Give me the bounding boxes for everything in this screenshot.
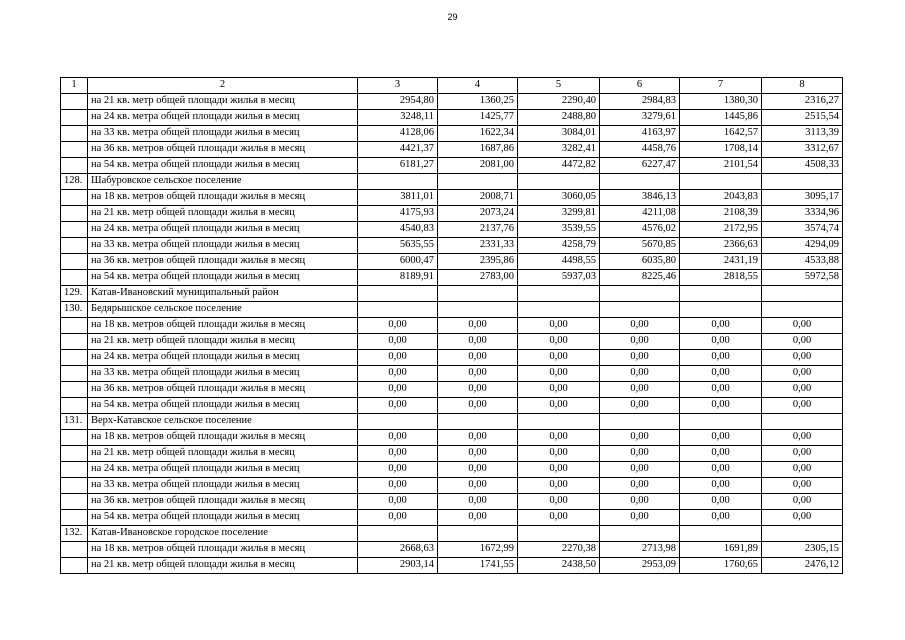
value-cell: 0,00	[518, 446, 600, 462]
row-label: на 24 кв. метра общей площади жилья в месяц	[88, 222, 358, 238]
value-cell: 0,00	[600, 318, 680, 334]
value-cell: 0,00	[358, 366, 438, 382]
row-label: на 24 кв. метра общей площади жилья в месяц	[88, 462, 358, 478]
header-cell: 7	[680, 78, 762, 94]
table-row	[61, 318, 843, 334]
value-cell: 6181,27	[358, 158, 438, 174]
group-number: 132.	[61, 526, 88, 542]
value-cell: 2818,55	[680, 270, 762, 286]
value-cell: 2476,12	[762, 558, 843, 574]
row-label: на 18 кв. метров общей площади жилья в месяц	[88, 430, 358, 446]
table-row	[61, 206, 843, 222]
value-cell: 8225,46	[600, 270, 680, 286]
empty-cell	[600, 302, 680, 318]
value-cell: 0,00	[680, 318, 762, 334]
row-label: на 21 кв. метр общей площади жилья в месяц	[88, 206, 358, 222]
value-cell: 4508,33	[762, 158, 843, 174]
value-cell: 4498,55	[518, 254, 600, 270]
value-cell: 4128,06	[358, 126, 438, 142]
value-cell: 3060,05	[518, 190, 600, 206]
row-number-cell	[61, 318, 88, 334]
value-cell: 0,00	[358, 462, 438, 478]
value-cell: 4576,02	[600, 222, 680, 238]
table-row	[61, 158, 843, 174]
group-number: 128.	[61, 174, 88, 190]
row-label: на 54 кв. метра общей площади жилья в месяц	[88, 270, 358, 286]
value-cell: 0,00	[518, 430, 600, 446]
row-label: на 33 кв. метра общей площади жилья в месяц	[88, 366, 358, 382]
value-cell: 0,00	[762, 510, 843, 526]
row-number-cell	[61, 334, 88, 350]
value-cell: 3811,01	[358, 190, 438, 206]
row-label: на 33 кв. метра общей площади жилья в месяц	[88, 478, 358, 494]
row-label: на 18 кв. метров общей площади жилья в месяц	[88, 542, 358, 558]
value-cell: 0,00	[680, 382, 762, 398]
value-cell: 1708,14	[680, 142, 762, 158]
empty-cell	[762, 286, 843, 302]
table-row	[61, 270, 843, 286]
value-cell: 0,00	[762, 382, 843, 398]
value-cell: 0,00	[762, 462, 843, 478]
value-cell: 0,00	[438, 462, 518, 478]
table-row	[61, 478, 843, 494]
empty-cell	[438, 526, 518, 542]
value-cell: 1380,30	[680, 94, 762, 110]
row-number-cell	[61, 542, 88, 558]
value-cell: 0,00	[518, 398, 600, 414]
value-cell: 0,00	[762, 446, 843, 462]
value-cell: 1741,55	[438, 558, 518, 574]
value-cell: 2395,86	[438, 254, 518, 270]
value-cell: 3084,01	[518, 126, 600, 142]
row-number-cell	[61, 382, 88, 398]
row-number-cell	[61, 126, 88, 142]
row-number-cell	[61, 110, 88, 126]
value-cell: 1642,57	[680, 126, 762, 142]
row-number-cell	[61, 158, 88, 174]
row-number-cell	[61, 238, 88, 254]
row-number-cell	[61, 558, 88, 574]
row-label: на 24 кв. метра общей площади жилья в месяц	[88, 350, 358, 366]
value-cell: 0,00	[600, 350, 680, 366]
row-label: на 54 кв. метра общей площади жилья в месяц	[88, 158, 358, 174]
value-cell: 0,00	[762, 398, 843, 414]
value-cell: 0,00	[680, 334, 762, 350]
value-cell: 2954,80	[358, 94, 438, 110]
value-cell: 2331,33	[438, 238, 518, 254]
value-cell: 3574,74	[762, 222, 843, 238]
value-cell: 0,00	[438, 382, 518, 398]
row-label: на 36 кв. метров общей площади жилья в месяц	[88, 142, 358, 158]
value-cell: 2316,27	[762, 94, 843, 110]
empty-cell	[438, 302, 518, 318]
row-number-cell	[61, 206, 88, 222]
value-cell: 0,00	[438, 334, 518, 350]
value-cell: 0,00	[518, 334, 600, 350]
header-cell: 4	[438, 78, 518, 94]
header-cell: 6	[600, 78, 680, 94]
empty-cell	[680, 302, 762, 318]
value-cell: 0,00	[762, 366, 843, 382]
row-label: на 36 кв. метров общей площади жилья в месяц	[88, 382, 358, 398]
row-number-cell	[61, 398, 88, 414]
value-cell: 0,00	[680, 462, 762, 478]
value-cell: 0,00	[600, 382, 680, 398]
value-cell: 2305,15	[762, 542, 843, 558]
value-cell: 0,00	[518, 318, 600, 334]
value-cell: 0,00	[600, 446, 680, 462]
value-cell: 2984,83	[600, 94, 680, 110]
value-cell: 0,00	[518, 510, 600, 526]
empty-cell	[358, 286, 438, 302]
value-cell: 5937,03	[518, 270, 600, 286]
empty-cell	[762, 174, 843, 190]
value-cell: 4175,93	[358, 206, 438, 222]
empty-cell	[438, 174, 518, 190]
empty-cell	[438, 286, 518, 302]
value-cell: 2953,09	[600, 558, 680, 574]
row-label: на 21 кв. метр общей площади жилья в месяц	[88, 334, 358, 350]
value-cell: 4458,76	[600, 142, 680, 158]
value-cell: 4163,97	[600, 126, 680, 142]
value-cell: 3312,67	[762, 142, 843, 158]
value-cell: 0,00	[358, 382, 438, 398]
value-cell: 0,00	[358, 334, 438, 350]
empty-cell	[518, 526, 600, 542]
empty-cell	[438, 414, 518, 430]
value-cell: 3299,81	[518, 206, 600, 222]
header-cell: 2	[88, 78, 358, 94]
row-number-cell	[61, 462, 88, 478]
value-cell: 2515,54	[762, 110, 843, 126]
value-cell: 2008,71	[438, 190, 518, 206]
value-cell: 0,00	[600, 398, 680, 414]
value-cell: 0,00	[600, 366, 680, 382]
row-number-cell	[61, 254, 88, 270]
header-cell: 3	[358, 78, 438, 94]
value-cell: 1687,86	[438, 142, 518, 158]
group-label: Катав-Ивановское городское поселение	[88, 526, 358, 542]
value-cell: 0,00	[358, 494, 438, 510]
row-label: на 33 кв. метра общей площади жилья в месяц	[88, 238, 358, 254]
value-cell: 6035,80	[600, 254, 680, 270]
value-cell: 3539,55	[518, 222, 600, 238]
value-cell: 0,00	[680, 350, 762, 366]
value-cell: 0,00	[438, 478, 518, 494]
value-cell: 3282,41	[518, 142, 600, 158]
empty-cell	[600, 414, 680, 430]
table-row	[61, 334, 843, 350]
value-cell: 0,00	[518, 478, 600, 494]
table-row	[61, 430, 843, 446]
empty-cell	[518, 174, 600, 190]
row-label: на 21 кв. метр общей площади жилья в месяц	[88, 94, 358, 110]
value-cell: 0,00	[438, 350, 518, 366]
value-cell: 0,00	[358, 318, 438, 334]
value-cell: 0,00	[600, 462, 680, 478]
value-cell: 0,00	[600, 494, 680, 510]
value-cell: 1622,34	[438, 126, 518, 142]
row-number-cell	[61, 94, 88, 110]
empty-cell	[762, 526, 843, 542]
value-cell: 0,00	[358, 350, 438, 366]
group-number: 130.	[61, 302, 88, 318]
row-label: на 18 кв. метров общей площади жилья в месяц	[88, 318, 358, 334]
empty-cell	[518, 414, 600, 430]
value-cell: 3846,13	[600, 190, 680, 206]
group-label: Бедярышское сельское поселение	[88, 302, 358, 318]
table-row	[61, 142, 843, 158]
value-cell: 0,00	[762, 334, 843, 350]
value-cell: 5635,55	[358, 238, 438, 254]
table-row	[61, 366, 843, 382]
value-cell: 0,00	[680, 398, 762, 414]
value-cell: 0,00	[680, 510, 762, 526]
value-cell: 4540,83	[358, 222, 438, 238]
value-cell: 2366,63	[680, 238, 762, 254]
row-label: на 24 кв. метра общей площади жилья в месяц	[88, 110, 358, 126]
value-cell: 2043,83	[680, 190, 762, 206]
value-cell: 0,00	[438, 318, 518, 334]
table-row	[61, 238, 843, 254]
row-number-cell	[61, 430, 88, 446]
header-cell: 8	[762, 78, 843, 94]
value-cell: 5670,85	[600, 238, 680, 254]
empty-cell	[762, 414, 843, 430]
empty-cell	[680, 414, 762, 430]
value-cell: 6227,47	[600, 158, 680, 174]
group-row	[61, 286, 843, 302]
table-row	[61, 190, 843, 206]
value-cell: 3248,11	[358, 110, 438, 126]
value-cell: 4211,08	[600, 206, 680, 222]
value-cell: 0,00	[680, 478, 762, 494]
empty-cell	[518, 302, 600, 318]
value-cell: 1425,77	[438, 110, 518, 126]
value-cell: 1672,99	[438, 542, 518, 558]
value-cell: 0,00	[600, 510, 680, 526]
value-cell: 0,00	[518, 382, 600, 398]
value-cell: 0,00	[762, 350, 843, 366]
value-cell: 2290,40	[518, 94, 600, 110]
value-cell: 0,00	[762, 478, 843, 494]
row-number-cell	[61, 494, 88, 510]
empty-cell	[680, 526, 762, 542]
table-row	[61, 350, 843, 366]
empty-cell	[358, 174, 438, 190]
row-number-cell	[61, 350, 88, 366]
value-cell: 2172,95	[680, 222, 762, 238]
value-cell: 1360,25	[438, 94, 518, 110]
value-cell: 4294,09	[762, 238, 843, 254]
table-row	[61, 398, 843, 414]
group-row	[61, 526, 843, 542]
row-label: на 33 кв. метра общей площади жилья в месяц	[88, 126, 358, 142]
value-cell: 0,00	[518, 462, 600, 478]
row-label: на 54 кв. метра общей площади жилья в месяц	[88, 510, 358, 526]
value-cell: 3279,61	[600, 110, 680, 126]
group-row	[61, 414, 843, 430]
value-cell: 2108,39	[680, 206, 762, 222]
empty-cell	[762, 302, 843, 318]
value-cell: 0,00	[438, 494, 518, 510]
value-cell: 8189,91	[358, 270, 438, 286]
value-cell: 0,00	[518, 494, 600, 510]
empty-cell	[358, 414, 438, 430]
value-cell: 2713,98	[600, 542, 680, 558]
value-cell: 2438,50	[518, 558, 600, 574]
value-cell: 5972,58	[762, 270, 843, 286]
value-cell: 0,00	[438, 430, 518, 446]
value-cell: 0,00	[600, 430, 680, 446]
group-label: Шабуровское сельское поселение	[88, 174, 358, 190]
page-number: 29	[447, 12, 458, 22]
group-label: Верх-Катавское сельское поселение	[88, 414, 358, 430]
empty-cell	[680, 286, 762, 302]
table-body	[61, 78, 843, 574]
value-cell: 0,00	[518, 350, 600, 366]
value-cell: 2270,38	[518, 542, 600, 558]
value-cell: 4258,79	[518, 238, 600, 254]
value-cell: 2431,19	[680, 254, 762, 270]
table-row	[61, 542, 843, 558]
table-row	[61, 510, 843, 526]
table-row	[61, 110, 843, 126]
value-cell: 2668,63	[358, 542, 438, 558]
value-cell: 0,00	[762, 430, 843, 446]
row-number-cell	[61, 510, 88, 526]
value-cell: 0,00	[680, 430, 762, 446]
value-cell: 0,00	[600, 478, 680, 494]
value-cell: 0,00	[762, 494, 843, 510]
row-label: на 54 кв. метра общей площади жилья в месяц	[88, 398, 358, 414]
row-number-cell	[61, 478, 88, 494]
value-cell: 2101,54	[680, 158, 762, 174]
table-row	[61, 254, 843, 270]
row-number-cell	[61, 366, 88, 382]
value-cell: 0,00	[762, 318, 843, 334]
tariff-table	[60, 77, 843, 574]
value-cell: 2488,80	[518, 110, 600, 126]
empty-cell	[600, 174, 680, 190]
value-cell: 0,00	[438, 366, 518, 382]
value-cell: 0,00	[518, 366, 600, 382]
group-row	[61, 302, 843, 318]
value-cell: 0,00	[680, 366, 762, 382]
value-cell: 0,00	[358, 478, 438, 494]
value-cell: 1445,86	[680, 110, 762, 126]
group-number: 129.	[61, 286, 88, 302]
value-cell: 2073,24	[438, 206, 518, 222]
header-cell: 1	[61, 78, 88, 94]
table-row	[61, 558, 843, 574]
table-row	[61, 222, 843, 238]
value-cell: 4421,37	[358, 142, 438, 158]
row-label: на 18 кв. метров общей площади жилья в месяц	[88, 190, 358, 206]
empty-cell	[600, 286, 680, 302]
row-number-cell	[61, 190, 88, 206]
row-label: на 36 кв. метров общей площади жилья в месяц	[88, 254, 358, 270]
value-cell: 0,00	[358, 398, 438, 414]
value-cell: 1691,89	[680, 542, 762, 558]
value-cell: 0,00	[680, 446, 762, 462]
row-label: на 21 кв. метр общей площади жилья в месяц	[88, 446, 358, 462]
value-cell: 3334,96	[762, 206, 843, 222]
value-cell: 4472,82	[518, 158, 600, 174]
value-cell: 0,00	[358, 446, 438, 462]
value-cell: 3095,17	[762, 190, 843, 206]
row-number-cell	[61, 142, 88, 158]
empty-cell	[680, 174, 762, 190]
table-row	[61, 382, 843, 398]
group-label: Катав-Ивановский муниципальный район	[88, 286, 358, 302]
value-cell: 0,00	[438, 510, 518, 526]
value-cell: 0,00	[358, 430, 438, 446]
row-number-cell	[61, 222, 88, 238]
row-number-cell	[61, 446, 88, 462]
table-row	[61, 462, 843, 478]
value-cell: 0,00	[358, 510, 438, 526]
value-cell: 0,00	[600, 334, 680, 350]
group-row	[61, 174, 843, 190]
value-cell: 2783,00	[438, 270, 518, 286]
value-cell: 4533,88	[762, 254, 843, 270]
empty-cell	[358, 526, 438, 542]
value-cell: 2137,76	[438, 222, 518, 238]
value-cell: 0,00	[680, 494, 762, 510]
table-row	[61, 494, 843, 510]
row-label: на 36 кв. метров общей площади жилья в месяц	[88, 494, 358, 510]
value-cell: 0,00	[438, 398, 518, 414]
value-cell: 6000,47	[358, 254, 438, 270]
empty-cell	[358, 302, 438, 318]
empty-cell	[600, 526, 680, 542]
row-number-cell	[61, 270, 88, 286]
value-cell: 0,00	[438, 446, 518, 462]
table-row	[61, 126, 843, 142]
empty-cell	[518, 286, 600, 302]
value-cell: 2081,00	[438, 158, 518, 174]
group-number: 131.	[61, 414, 88, 430]
header-row	[61, 78, 843, 94]
value-cell: 1760,65	[680, 558, 762, 574]
table-row	[61, 446, 843, 462]
value-cell: 2903,14	[358, 558, 438, 574]
header-cell: 5	[518, 78, 600, 94]
table-row	[61, 94, 843, 110]
value-cell: 3113,39	[762, 126, 843, 142]
row-label: на 21 кв. метр общей площади жилья в месяц	[88, 558, 358, 574]
